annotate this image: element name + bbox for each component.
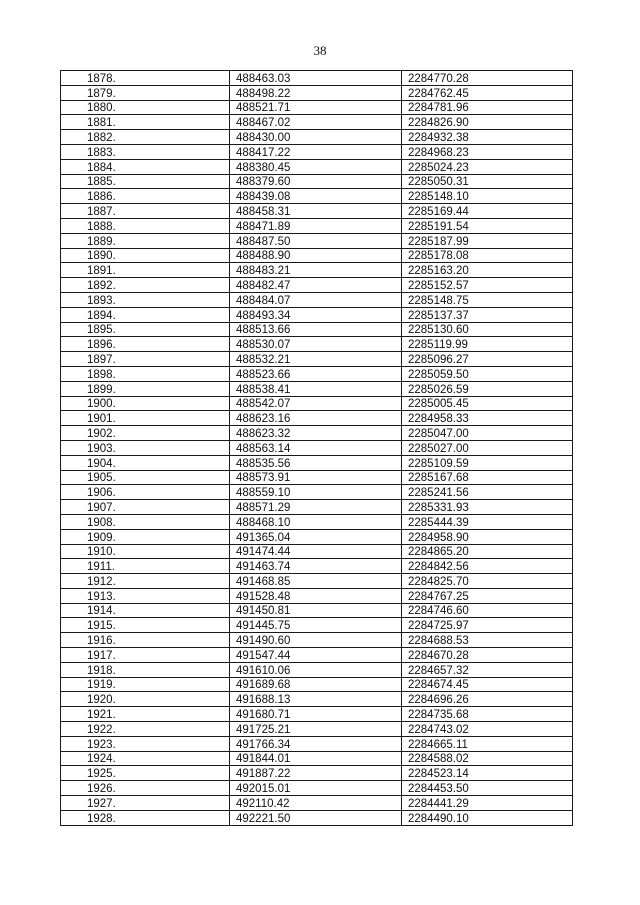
table-row <box>61 514 573 529</box>
table-row <box>61 381 573 396</box>
point-number-cell: 1902. <box>61 426 230 441</box>
y-coordinate-cell: 2285109.59 <box>402 455 573 470</box>
table-row <box>61 810 573 825</box>
y-coordinate-cell: 2285005.45 <box>402 396 573 411</box>
x-coordinate-cell: 488521.71 <box>230 100 402 115</box>
table-row <box>61 233 573 248</box>
x-coordinate-cell: 488484.07 <box>230 292 402 307</box>
point-number-cell: 1905. <box>61 470 230 485</box>
point-number-cell: 1910. <box>61 544 230 559</box>
point-number-cell: 1916. <box>61 633 230 648</box>
x-coordinate-cell: 491725.21 <box>230 722 402 737</box>
point-number-cell: 1921. <box>61 707 230 722</box>
point-number-cell: 1923. <box>61 736 230 751</box>
point-number-cell: 1888. <box>61 218 230 233</box>
table-row <box>61 751 573 766</box>
point-number-cell: 1890. <box>61 248 230 263</box>
x-coordinate-cell: 488493.34 <box>230 307 402 322</box>
x-coordinate-cell: 488535.56 <box>230 455 402 470</box>
table-row <box>61 411 573 426</box>
table-row <box>61 648 573 663</box>
y-coordinate-cell: 2284688.53 <box>402 633 573 648</box>
point-number-cell: 1879. <box>61 85 230 100</box>
table-row <box>61 218 573 233</box>
table-row <box>61 130 573 145</box>
x-coordinate-cell: 491844.01 <box>230 751 402 766</box>
x-coordinate-cell: 488482.47 <box>230 278 402 293</box>
x-coordinate-cell: 488523.66 <box>230 366 402 381</box>
point-number-cell: 1900. <box>61 396 230 411</box>
point-number-cell: 1906. <box>61 485 230 500</box>
point-number-cell: 1884. <box>61 159 230 174</box>
x-coordinate-cell: 491689.68 <box>230 677 402 692</box>
table-row <box>61 292 573 307</box>
point-number-cell: 1904. <box>61 455 230 470</box>
point-number-cell: 1887. <box>61 204 230 219</box>
point-number-cell: 1915. <box>61 618 230 633</box>
y-coordinate-cell: 2284767.25 <box>402 588 573 603</box>
y-coordinate-cell: 2285178.08 <box>402 248 573 263</box>
point-number-cell: 1922. <box>61 722 230 737</box>
y-coordinate-cell: 2284826.90 <box>402 115 573 130</box>
y-coordinate-cell: 2284932.38 <box>402 130 573 145</box>
table-row <box>61 485 573 500</box>
point-number-cell: 1885. <box>61 174 230 189</box>
y-coordinate-cell: 2284725.97 <box>402 618 573 633</box>
table-row <box>61 736 573 751</box>
table-row <box>61 633 573 648</box>
y-coordinate-cell: 2285148.10 <box>402 189 573 204</box>
page-number: 38 <box>313 43 327 58</box>
table-row <box>61 352 573 367</box>
x-coordinate-cell: 488487.50 <box>230 233 402 248</box>
x-coordinate-cell: 491468.85 <box>230 574 402 589</box>
point-number-cell: 1886. <box>61 189 230 204</box>
point-number-cell: 1907. <box>61 500 230 515</box>
table-row <box>61 85 573 100</box>
point-number-cell: 1908. <box>61 514 230 529</box>
y-coordinate-cell: 2285096.27 <box>402 352 573 367</box>
point-number-cell: 1920. <box>61 692 230 707</box>
x-coordinate-cell: 488488.90 <box>230 248 402 263</box>
x-coordinate-cell: 491547.44 <box>230 648 402 663</box>
y-coordinate-cell: 2285047.00 <box>402 426 573 441</box>
point-number-cell: 1927. <box>61 796 230 811</box>
point-number-cell: 1883. <box>61 144 230 159</box>
x-coordinate-cell: 488379.60 <box>230 174 402 189</box>
y-coordinate-cell: 2284968.23 <box>402 144 573 159</box>
point-number-cell: 1903. <box>61 440 230 455</box>
y-coordinate-cell: 2285152.57 <box>402 278 573 293</box>
table-row <box>61 677 573 692</box>
point-number-cell: 1899. <box>61 381 230 396</box>
x-coordinate-cell: 491450.81 <box>230 603 402 618</box>
y-coordinate-cell: 2285130.60 <box>402 322 573 337</box>
table-row <box>61 588 573 603</box>
x-coordinate-cell: 488623.32 <box>230 426 402 441</box>
x-coordinate-cell: 491688.13 <box>230 692 402 707</box>
y-coordinate-cell: 2285027.00 <box>402 440 573 455</box>
table-row <box>61 174 573 189</box>
x-coordinate-cell: 488430.00 <box>230 130 402 145</box>
x-coordinate-cell: 492110.42 <box>230 796 402 811</box>
x-coordinate-cell: 491766.34 <box>230 736 402 751</box>
x-coordinate-cell: 488380.45 <box>230 159 402 174</box>
point-number-cell: 1896. <box>61 337 230 352</box>
x-coordinate-cell: 492015.01 <box>230 781 402 796</box>
y-coordinate-cell: 2284588.02 <box>402 751 573 766</box>
table-row <box>61 71 573 86</box>
x-coordinate-cell: 491474.44 <box>230 544 402 559</box>
table-row <box>61 307 573 322</box>
x-coordinate-cell: 491445.75 <box>230 618 402 633</box>
table-row <box>61 500 573 515</box>
point-number-cell: 1911. <box>61 559 230 574</box>
point-number-cell: 1918. <box>61 662 230 677</box>
point-number-cell: 1912. <box>61 574 230 589</box>
x-coordinate-cell: 488538.41 <box>230 381 402 396</box>
table-row <box>61 574 573 589</box>
table-row <box>61 722 573 737</box>
point-number-cell: 1894. <box>61 307 230 322</box>
y-coordinate-cell: 2285119.99 <box>402 337 573 352</box>
y-coordinate-cell: 2284958.33 <box>402 411 573 426</box>
table-row <box>61 322 573 337</box>
y-coordinate-cell: 2284825.70 <box>402 574 573 589</box>
x-coordinate-cell: 491887.22 <box>230 766 402 781</box>
table-row <box>61 707 573 722</box>
table-row <box>61 529 573 544</box>
table-row <box>61 159 573 174</box>
x-coordinate-cell: 491680.71 <box>230 707 402 722</box>
x-coordinate-cell: 488530.07 <box>230 337 402 352</box>
point-number-cell: 1925. <box>61 766 230 781</box>
y-coordinate-cell: 2285137.37 <box>402 307 573 322</box>
point-number-cell: 1889. <box>61 233 230 248</box>
table-row <box>61 618 573 633</box>
point-number-cell: 1914. <box>61 603 230 618</box>
y-coordinate-cell: 2285024.23 <box>402 159 573 174</box>
coordinates-table-body <box>61 71 573 826</box>
y-coordinate-cell: 2285187.99 <box>402 233 573 248</box>
y-coordinate-cell: 2284453.50 <box>402 781 573 796</box>
y-coordinate-cell: 2284746.60 <box>402 603 573 618</box>
point-number-cell: 1892. <box>61 278 230 293</box>
y-coordinate-cell: 2284665.11 <box>402 736 573 751</box>
y-coordinate-cell: 2285059.50 <box>402 366 573 381</box>
table-row <box>61 189 573 204</box>
point-number-cell: 1909. <box>61 529 230 544</box>
y-coordinate-cell: 2284743.02 <box>402 722 573 737</box>
x-coordinate-cell: 488559.10 <box>230 485 402 500</box>
y-coordinate-cell: 2285169.44 <box>402 204 573 219</box>
point-number-cell: 1893. <box>61 292 230 307</box>
x-coordinate-cell: 488458.31 <box>230 204 402 219</box>
table-row <box>61 115 573 130</box>
x-coordinate-cell: 488542.07 <box>230 396 402 411</box>
y-coordinate-cell: 2285148.75 <box>402 292 573 307</box>
point-number-cell: 1924. <box>61 751 230 766</box>
x-coordinate-cell: 488471.89 <box>230 218 402 233</box>
table-row <box>61 440 573 455</box>
point-number-cell: 1919. <box>61 677 230 692</box>
point-number-cell: 1928. <box>61 810 230 825</box>
point-number-cell: 1897. <box>61 352 230 367</box>
x-coordinate-cell: 488571.29 <box>230 500 402 515</box>
table-row <box>61 559 573 574</box>
y-coordinate-cell: 2284781.96 <box>402 100 573 115</box>
y-coordinate-cell: 2284441.29 <box>402 796 573 811</box>
table-row <box>61 426 573 441</box>
x-coordinate-cell: 488463.03 <box>230 71 402 86</box>
y-coordinate-cell: 2284735.68 <box>402 707 573 722</box>
x-coordinate-cell: 488483.21 <box>230 263 402 278</box>
table-row <box>61 603 573 618</box>
point-number-cell: 1926. <box>61 781 230 796</box>
table-row <box>61 544 573 559</box>
point-number-cell: 1913. <box>61 588 230 603</box>
x-coordinate-cell: 491463.74 <box>230 559 402 574</box>
x-coordinate-cell: 488417.22 <box>230 144 402 159</box>
point-number-cell: 1895. <box>61 322 230 337</box>
table-row <box>61 248 573 263</box>
x-coordinate-cell: 492221.50 <box>230 810 402 825</box>
y-coordinate-cell: 2284770.28 <box>402 71 573 86</box>
y-coordinate-cell: 2284523.14 <box>402 766 573 781</box>
y-coordinate-cell: 2284842.56 <box>402 559 573 574</box>
x-coordinate-cell: 488468.10 <box>230 514 402 529</box>
table-row <box>61 470 573 485</box>
table-row <box>61 455 573 470</box>
y-coordinate-cell: 2285163.20 <box>402 263 573 278</box>
x-coordinate-cell: 488498.22 <box>230 85 402 100</box>
y-coordinate-cell: 2284674.45 <box>402 677 573 692</box>
point-number-cell: 1878. <box>61 71 230 86</box>
x-coordinate-cell: 488573.91 <box>230 470 402 485</box>
y-coordinate-cell: 2285241.56 <box>402 485 573 500</box>
x-coordinate-cell: 491490.60 <box>230 633 402 648</box>
y-coordinate-cell: 2285191.54 <box>402 218 573 233</box>
y-coordinate-cell: 2284958.90 <box>402 529 573 544</box>
y-coordinate-cell: 2285050.31 <box>402 174 573 189</box>
point-number-cell: 1891. <box>61 263 230 278</box>
point-number-cell: 1898. <box>61 366 230 381</box>
x-coordinate-cell: 488563.14 <box>230 440 402 455</box>
y-coordinate-cell: 2285167.68 <box>402 470 573 485</box>
point-number-cell: 1881. <box>61 115 230 130</box>
table-row <box>61 263 573 278</box>
x-coordinate-cell: 491610.06 <box>230 662 402 677</box>
table-row <box>61 144 573 159</box>
table-row <box>61 692 573 707</box>
y-coordinate-cell: 2284670.28 <box>402 648 573 663</box>
table-row <box>61 100 573 115</box>
table-row <box>61 396 573 411</box>
x-coordinate-cell: 488623.16 <box>230 411 402 426</box>
table-row <box>61 781 573 796</box>
table-row <box>61 662 573 677</box>
table-row <box>61 366 573 381</box>
x-coordinate-cell: 488467.02 <box>230 115 402 130</box>
y-coordinate-cell: 2285026.59 <box>402 381 573 396</box>
y-coordinate-cell: 2285331.93 <box>402 500 573 515</box>
point-number-cell: 1901. <box>61 411 230 426</box>
point-number-cell: 1880. <box>61 100 230 115</box>
x-coordinate-cell: 491528.48 <box>230 588 402 603</box>
point-number-cell: 1882. <box>61 130 230 145</box>
x-coordinate-cell: 488532.21 <box>230 352 402 367</box>
table-row <box>61 337 573 352</box>
y-coordinate-cell: 2284696.26 <box>402 692 573 707</box>
y-coordinate-cell: 2284657.32 <box>402 662 573 677</box>
y-coordinate-cell: 2284762.45 <box>402 85 573 100</box>
x-coordinate-cell: 488513.66 <box>230 322 402 337</box>
x-coordinate-cell: 488439.08 <box>230 189 402 204</box>
table-row <box>61 766 573 781</box>
x-coordinate-cell: 491365.04 <box>230 529 402 544</box>
point-number-cell: 1917. <box>61 648 230 663</box>
table-row <box>61 204 573 219</box>
table-row <box>61 796 573 811</box>
y-coordinate-cell: 2285444.39 <box>402 514 573 529</box>
y-coordinate-cell: 2284865.20 <box>402 544 573 559</box>
coordinates-table <box>60 70 573 826</box>
y-coordinate-cell: 2284490.10 <box>402 810 573 825</box>
table-row <box>61 278 573 293</box>
